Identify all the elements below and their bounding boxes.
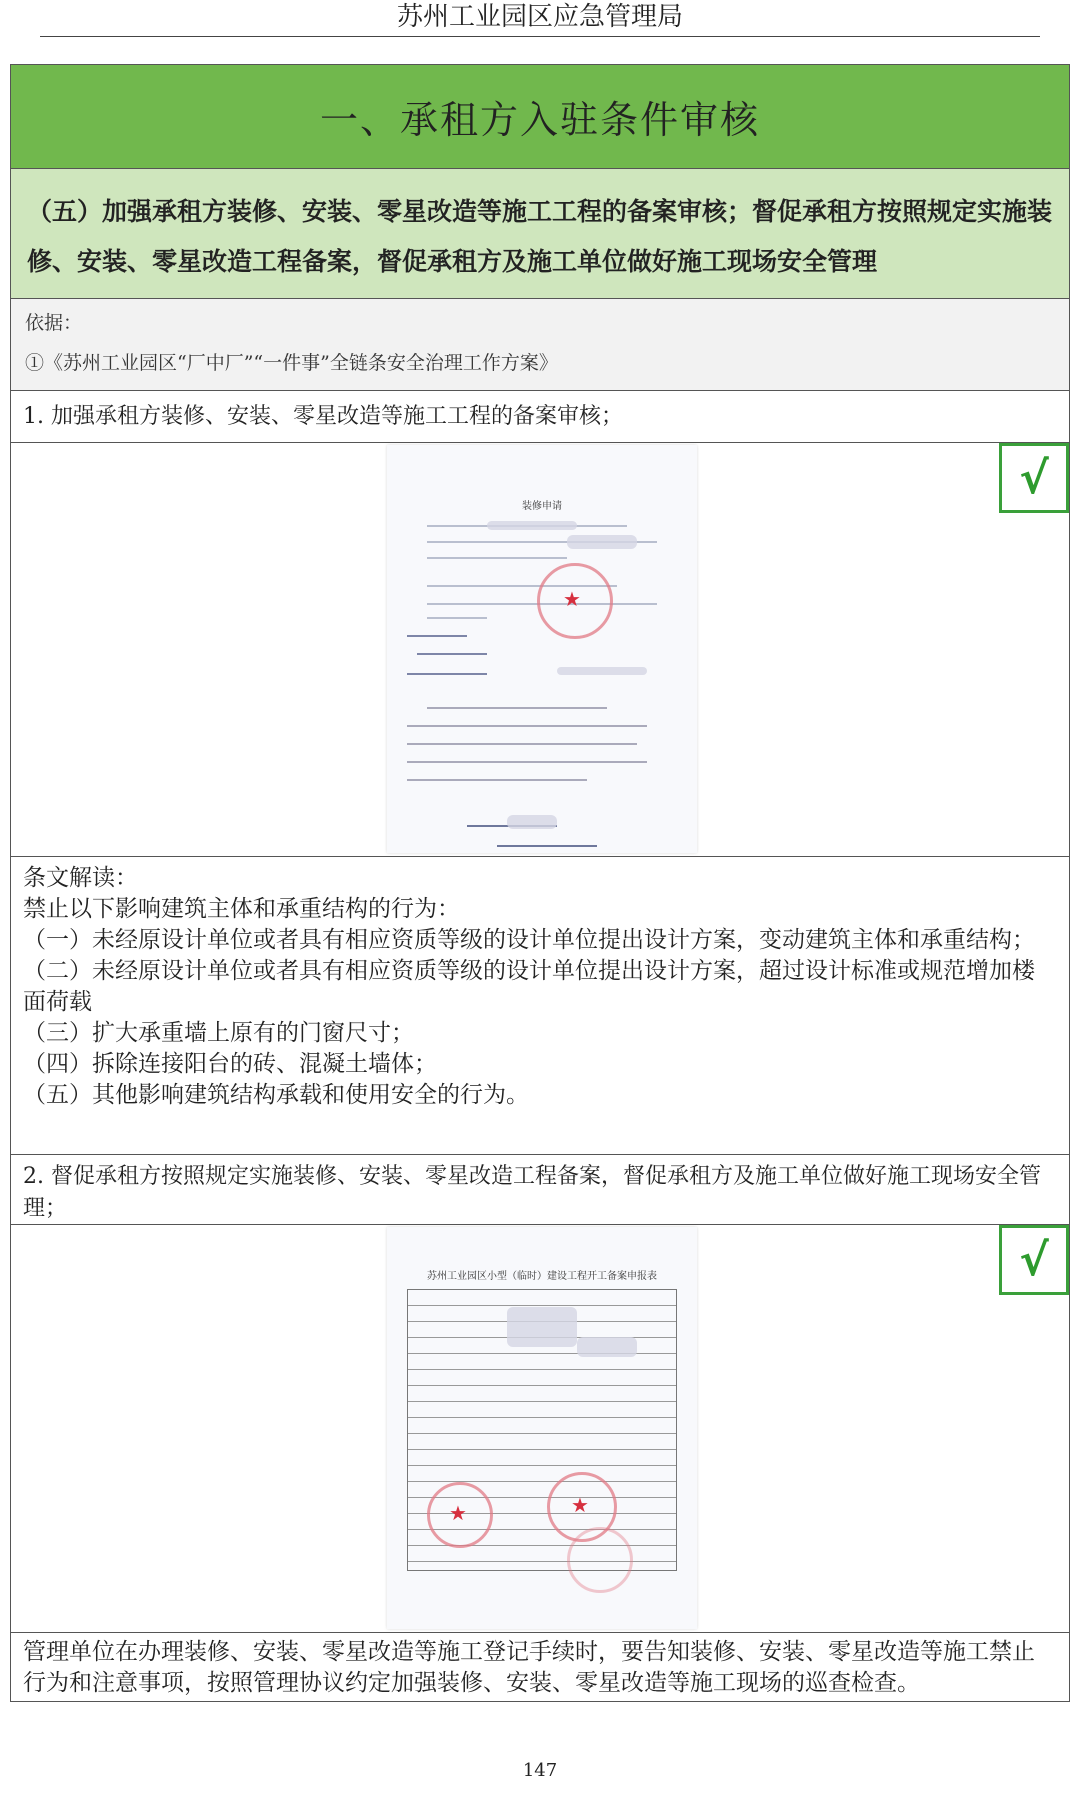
basis-block [11, 299, 1069, 391]
page-header: 苏州工业园区应急管理局 [40, 0, 1040, 37]
interp-line: 禁止以下影响建筑主体和承重结构的行为： [23, 896, 460, 922]
basis-label: 依据： [25, 312, 83, 334]
content-table [10, 64, 1070, 1702]
filing-form-image [387, 1227, 697, 1629]
item-2-heading: 2. 督促承租方按照规定实施装修、安装、零星改造工程备案，督促承租方及施工单位做好施工现场安全管理； [11, 1155, 1069, 1225]
item-1-image-row [11, 443, 1069, 857]
interp-line: （五）其他影响建筑结构承载和使用安全的行为。 [23, 1082, 529, 1108]
page-number: 147 [522, 1760, 558, 1781]
interp-line: （三）扩大承重墙上原有的门窗尺寸； [23, 1020, 414, 1046]
stamp-star-icon: ★ [449, 1501, 467, 1525]
interp-line: （一）未经原设计单位或者具有相应资质等级的设计单位提出设计方案，变动建筑主体和承重结构； [23, 927, 1035, 953]
section-subtitle: （五）加强承租方装修、安装、零星改造等施工工程的备案审核；督促承租方按照规定实施装修、安装、零星改造工程备案，督促承租方及施工单位做好施工现场安全管理 [11, 169, 1069, 299]
interpretation-block [11, 857, 1069, 1155]
approved-check-icon: √ [999, 443, 1069, 513]
doc-title: 装修申请 [522, 501, 562, 512]
stamp-star-icon: ★ [571, 1493, 589, 1517]
basis-reference: ①《苏州工业园区“厂中厂”“一件事”全链条安全治理工作方案》 [25, 352, 558, 374]
approved-check-icon: √ [999, 1225, 1069, 1295]
interp-line: （二）未经原设计单位或者具有相应资质等级的设计单位提出设计方案，超过设计标准或规范增加楼面荷载 [23, 958, 1035, 1015]
interp-line: （四）拆除连接阳台的砖、混凝土墙体； [23, 1051, 437, 1077]
renovation-application-image [387, 445, 697, 853]
item-1-heading: 1. 加强承租方装修、安装、零星改造等施工工程的备案审核； [11, 391, 1069, 443]
item-2-image-row [11, 1225, 1069, 1633]
doc-title: 苏州工业园区小型（临时）建设工程开工备案申报表 [427, 1271, 657, 1282]
section-title: 一、承租方入驻条件审核 [11, 65, 1069, 169]
management-note: 管理单位在办理装修、安装、零星改造等施工登记手续时，要告知装修、安装、零星改造等施工禁止行为和注意事项，按照管理协议约定加强装修、安装、零星改造等施工现场的巡查检查。 [23, 1639, 1035, 1696]
stamp-star-icon: ★ [563, 587, 581, 611]
interp-line: 条文解读： [23, 865, 138, 891]
